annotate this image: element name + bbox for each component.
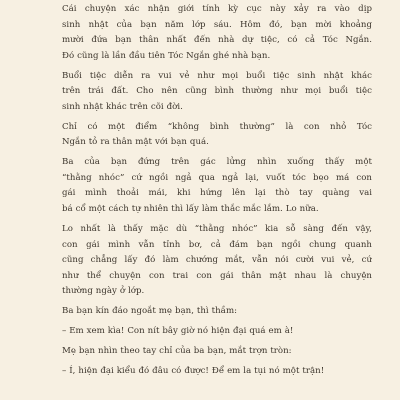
text-line: như thể chuyện con trai con gái thân mật nhau là chuyện	[62, 270, 372, 281]
paragraph-2	[50, 69, 372, 116]
text-line: trên trái đất. Cho nên cũng bình thường như mọi buổi tiệc	[62, 86, 372, 97]
text-line: – Em xem kìa! Con nít bây giờ nó hiện đại quá em à!	[62, 326, 294, 337]
paragraph-1	[50, 2, 372, 64]
text-line: bá cổ một cách tự nhiên thì lấy làm thắc mắc lắm. Lo nữa.	[62, 204, 319, 215]
paragraph-4	[50, 155, 372, 217]
text-line: mười đứa bạn thân nhất đến nhà dự tiệc, có cả Tóc Ngắn.	[62, 35, 372, 46]
text-line: Buổi tiệc diễn ra vui vẻ như mọi buổi tiệc sinh nhật khác	[62, 70, 372, 81]
text-line: Mẹ bạn nhìn theo tay chỉ của ba bạn, mắt trợn tròn:	[62, 345, 292, 356]
text-line: – Í, hiện đại kiểu đó đâu có được! Để em la tụi nó một trận!	[62, 365, 325, 376]
text-line: Ba bạn kín đáo ngoắt mẹ bạn, thì thầm:	[62, 306, 238, 317]
text-line: Ngắn tỏ ra thân mật với bạn quá.	[62, 137, 209, 148]
text-line: Cái chuyện xác nhận giới tính kỳ cục này xảy ra vào dịp	[62, 4, 372, 14]
text-line: Đó cũng là lần đầu tiên Tóc Ngắn ghé nhà bạn.	[62, 50, 271, 61]
paragraph-6	[50, 304, 372, 320]
text-line: “thằng nhóc” cứ ngồi ngả qua ngả lại, vuốt tóc bẹo má con	[62, 172, 372, 183]
text-line: Ba của bạn đứng trên gác lửng nhìn xuống thấy một	[62, 157, 372, 168]
text-line: Chỉ có một điểm “không bình thường” là con nhỏ Tóc	[62, 121, 372, 132]
text-line: cũng chẳng lấy đó làm chướng mắt, vẫn nói cười vui vẻ, cứ	[62, 255, 372, 266]
text-line: con gái mình vẫn tỉnh bơ, cả đám bạn ngồi chung quanh	[62, 239, 372, 250]
paragraph-3	[50, 120, 372, 151]
book-page	[50, 2, 372, 398]
text-line: Lo nhất là thấy mặc dù “thằng nhóc” kia sỗ sàng đến vậy,	[62, 223, 372, 234]
paragraph-7-dialogue	[50, 324, 372, 340]
paragraph-5	[50, 222, 372, 300]
text-line: sinh nhật của bạn năm lớp sáu. Hôm đó, bạn mời khoảng	[62, 19, 372, 30]
text-line: gái mình thoải mái, khi hứng lên lại thò tay quàng vai	[62, 188, 372, 199]
text-line: thường ngày ở lớp.	[62, 286, 145, 297]
paragraph-8	[50, 344, 372, 360]
text-line: sinh nhật khác trên cõi đời.	[62, 101, 183, 112]
paragraph-9-dialogue	[50, 364, 372, 380]
